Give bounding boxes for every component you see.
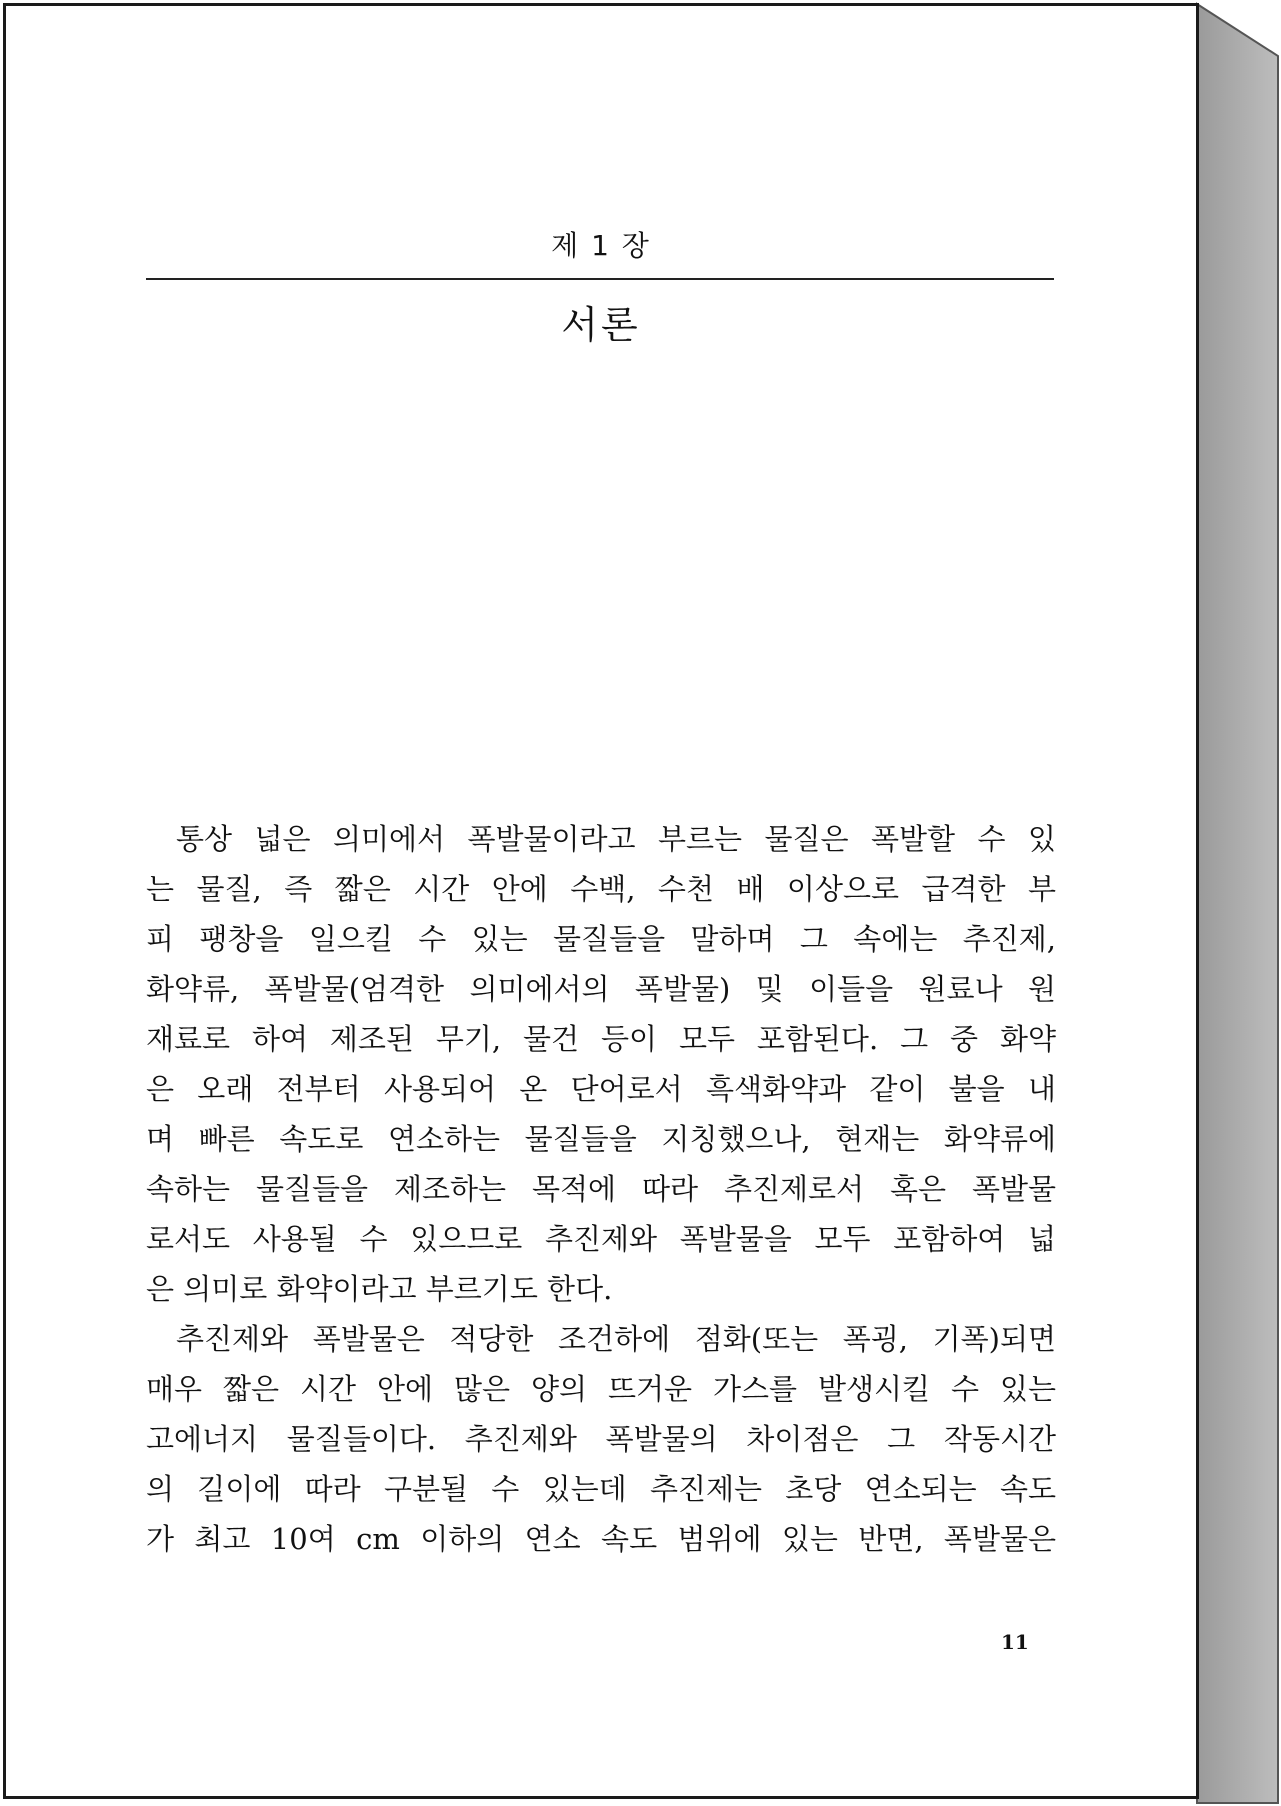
paragraph-1 (146, 814, 1056, 1314)
text-line: 가 최고 10여 cm 이하의 연소 속도 범위에 있는 반면, 폭발물은 (146, 1522, 1056, 1556)
chapter-title: 서론 (561, 303, 641, 347)
book-side (1197, 4, 1278, 1803)
text-line: 피 팽창을 일으킬 수 있는 물질들을 말하며 그 속에는 추진제, (146, 922, 1056, 956)
text-line: 의 길이에 따라 구분될 수 있는데 추진제는 초당 연소되는 속도 (146, 1472, 1056, 1506)
text-line: 고에너지 물질들이다. 추진제와 폭발물의 차이점은 그 작동시간 (146, 1422, 1056, 1456)
chapter-divider (146, 278, 1054, 280)
text-line: 추진제와 폭발물은 적당한 조건하에 점화(또는 폭굉, 기폭)되면 (176, 1322, 1056, 1356)
text-line: 는 물질, 즉 짧은 시간 안에 수백, 수천 배 이상으로 급격한 부 (146, 872, 1056, 906)
book-page (3, 3, 1199, 1799)
text-line: 은 의미로 화약이라고 부르기도 한다. (146, 1272, 613, 1306)
text-line: 며 빠른 속도로 연소하는 물질들을 지칭했으나, 현재는 화약류에 (146, 1122, 1056, 1156)
paragraph-2 (146, 1314, 1056, 1564)
text-line: 매우 짧은 시간 안에 많은 양의 뜨거운 가스를 발생시킬 수 있는 (146, 1372, 1056, 1406)
text-line: 화약류, 폭발물(엄격한 의미에서의 폭발물) 및 이들을 원료나 원 (146, 972, 1056, 1006)
page-number: 11 (1001, 1630, 1029, 1654)
chapter-label: 제 1 장 (551, 229, 651, 262)
text-line: 재료로 하여 제조된 무기, 물건 등이 모두 포함된다. 그 중 화약 (146, 1022, 1056, 1056)
text-line: 속하는 물질들을 제조하는 목적에 따라 추진제로서 혹은 폭발물 (146, 1172, 1056, 1206)
body-text (146, 814, 1056, 1564)
text-line: 은 오래 전부터 사용되어 온 단어로서 흑색화약과 같이 불을 내 (146, 1072, 1056, 1106)
text-line: 통상 넓은 의미에서 폭발물이라고 부르는 물질은 폭발할 수 있 (176, 822, 1056, 856)
text-line: 로서도 사용될 수 있으므로 추진제와 폭발물을 모두 포함하여 넓 (146, 1222, 1056, 1256)
